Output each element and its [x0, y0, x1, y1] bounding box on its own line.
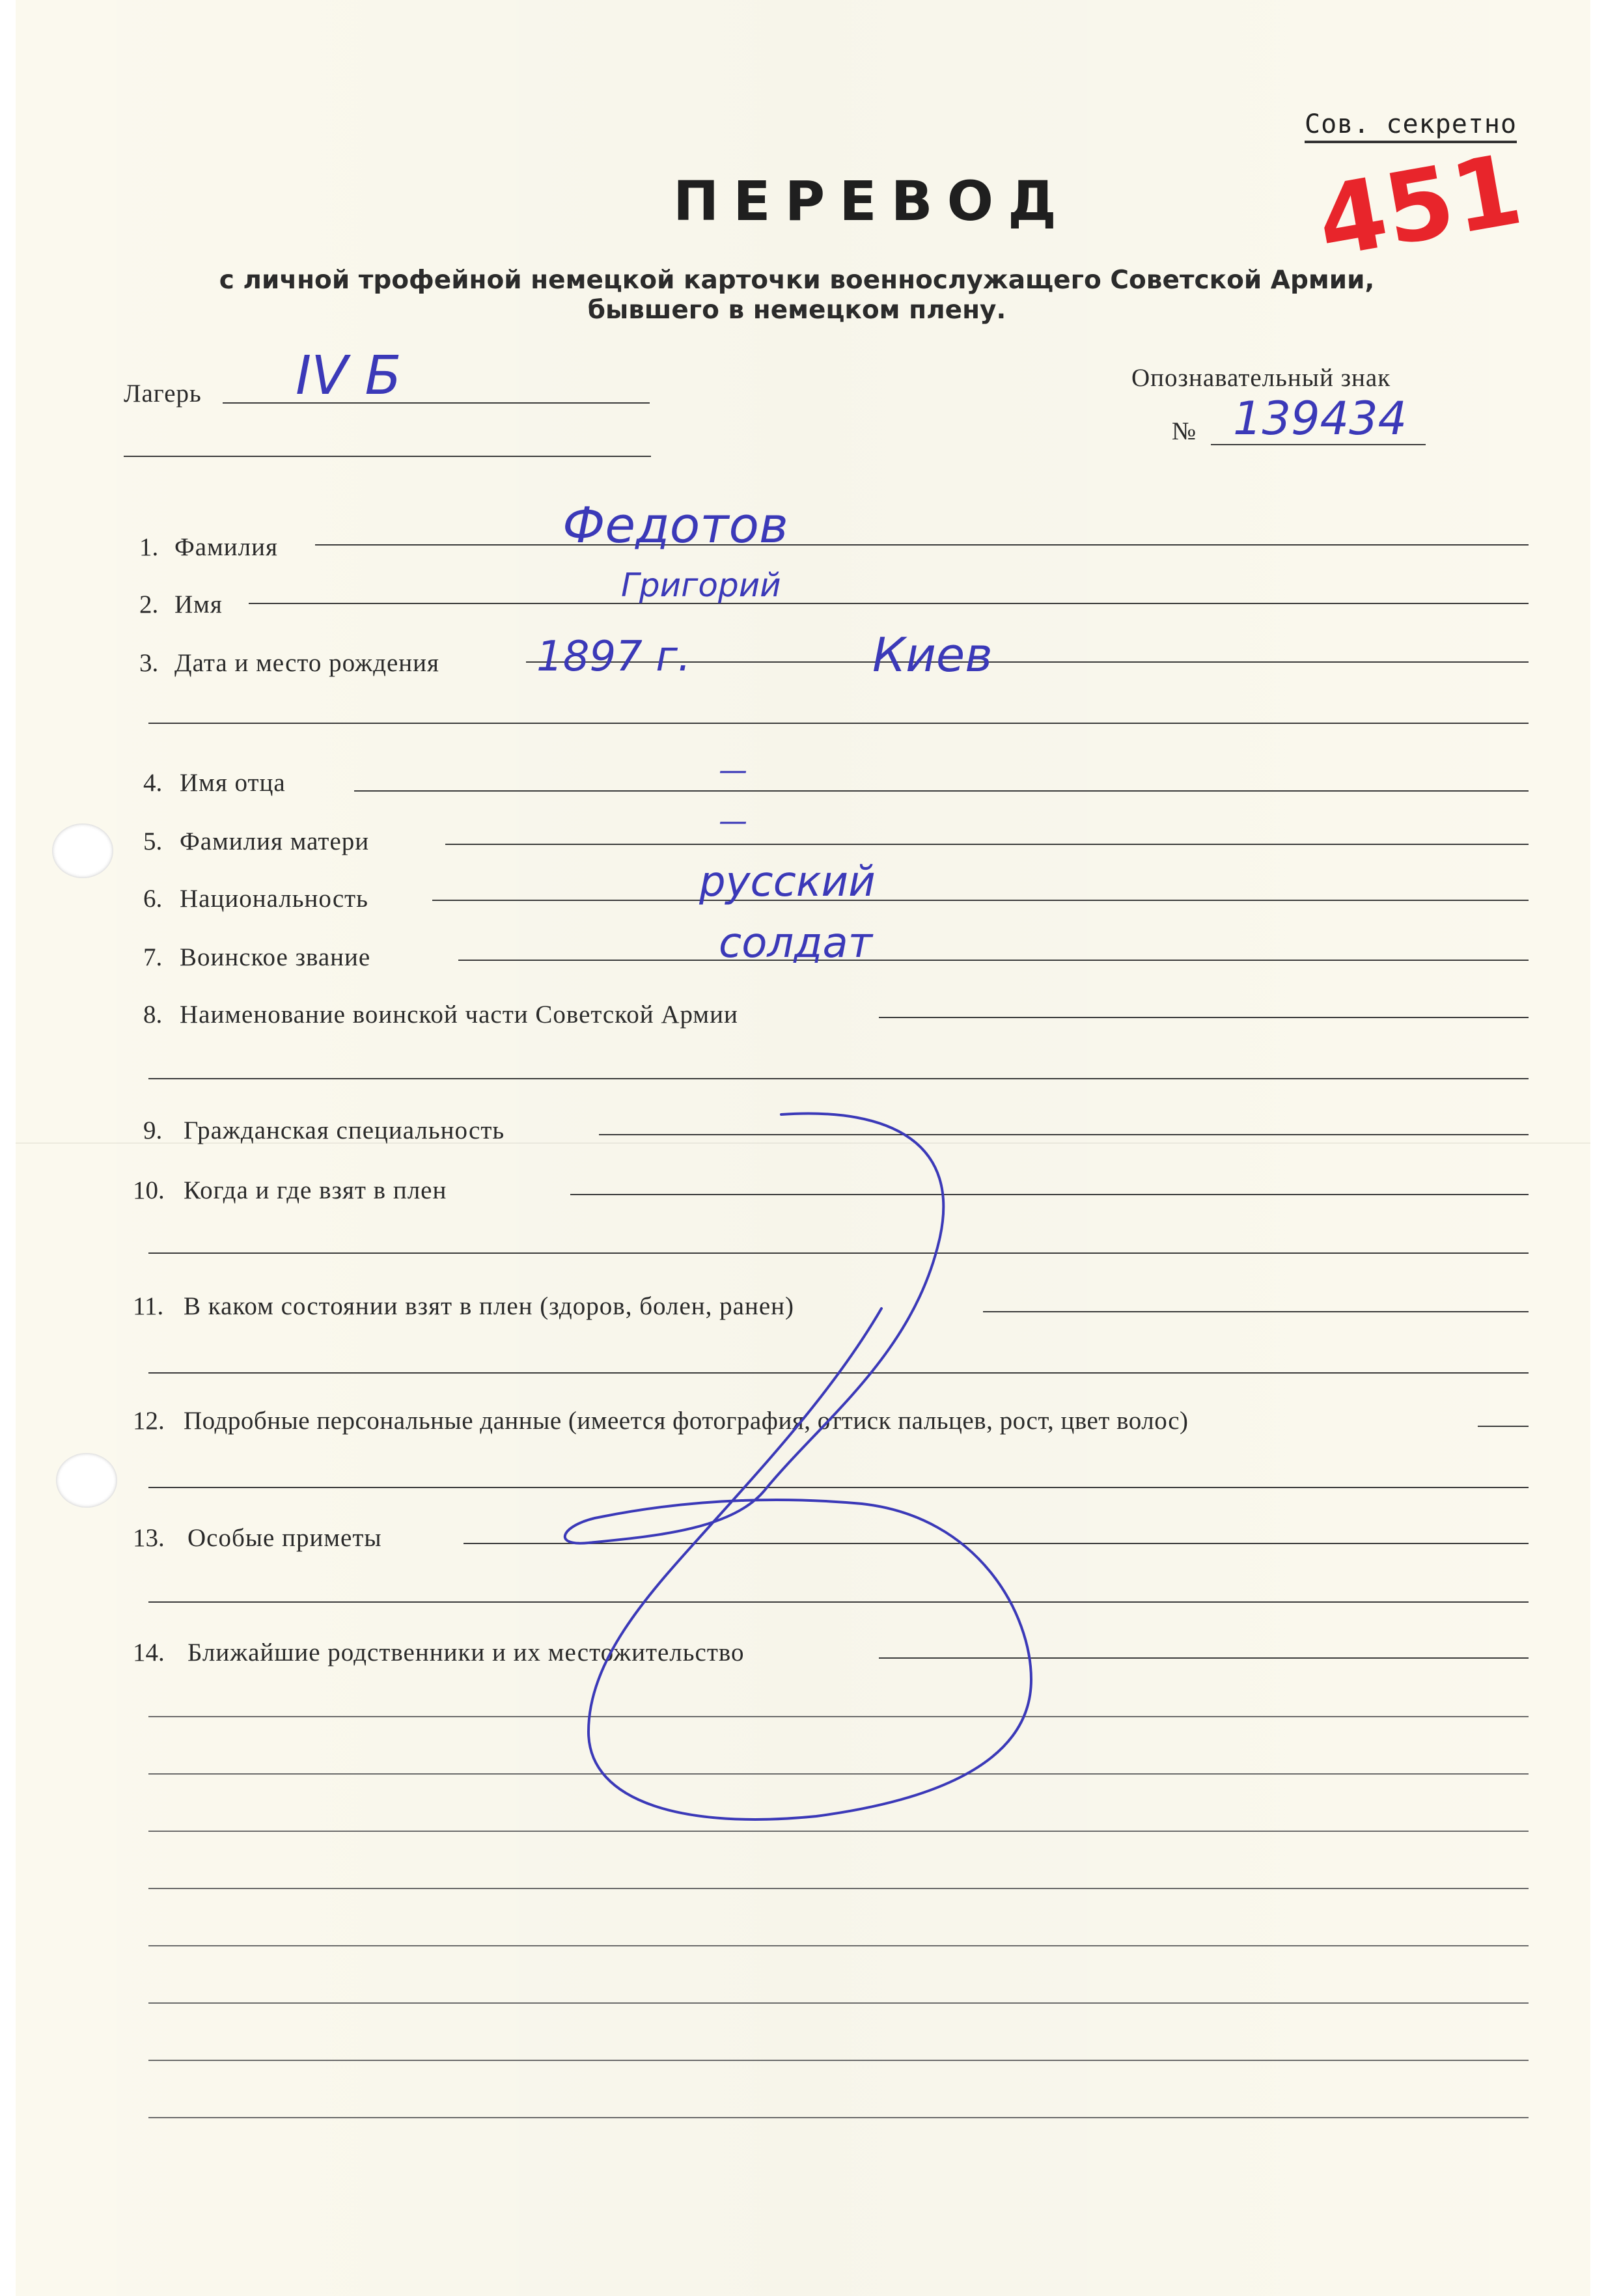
- subtitle-line-1: с личной трофейной немецкой карточки военнослужащего Советской Армии,: [219, 266, 1375, 295]
- field-9-num: 9.: [143, 1116, 163, 1144]
- field-4-label: Имя отца: [180, 769, 286, 797]
- field-4-value: —: [719, 754, 747, 787]
- camp-label: Лагерь: [124, 380, 202, 408]
- field-13-label: Особые приметы: [187, 1524, 382, 1552]
- field-14-num: 14.: [133, 1639, 165, 1667]
- field-14-label: Ближайшие родственники и их местожительство: [187, 1639, 745, 1667]
- document-page: [16, 0, 1590, 2296]
- id-number-prefix: №: [1172, 417, 1197, 445]
- field-7-num: 7.: [143, 943, 163, 971]
- field-1-value: Федотов: [562, 496, 788, 554]
- field-1-num: 1.: [139, 533, 159, 561]
- field-3-num: 3.: [139, 649, 159, 677]
- field-6-value: русский: [699, 858, 876, 906]
- field-3-value: 1897 г.: [536, 633, 691, 681]
- field-4-num: 4.: [143, 769, 163, 797]
- page-title: ПЕРЕВОД: [673, 169, 1071, 233]
- field-11-label: В каком состоянии взят в плен (здоров, болен, ранен): [184, 1292, 795, 1320]
- field-10-label: Когда и где взят в плен: [184, 1176, 447, 1204]
- field-2-num: 2.: [139, 590, 159, 618]
- id-badge-label: Опознавательный знак: [1131, 364, 1391, 392]
- field-13-num: 13.: [133, 1524, 165, 1552]
- field-3-label: Дата и место рождения: [174, 649, 439, 677]
- field-6-num: 6.: [143, 885, 163, 913]
- field-5-num: 5.: [143, 827, 163, 855]
- subtitle-line-2: бывшего в немецком плену.: [587, 296, 1006, 325]
- field-8-label: Наименование воинской части Советской Армии: [180, 1001, 738, 1029]
- field-10-num: 10.: [133, 1176, 165, 1204]
- field-2-label: Имя: [174, 590, 223, 618]
- field-3-value-2: Киев: [872, 628, 993, 682]
- camp-value: IV Б: [296, 345, 402, 407]
- cancellation-strike-mark: [16, 0, 1590, 2296]
- field-7-value: солдат: [719, 919, 872, 967]
- classification-stamp: Сов. секретно: [1305, 109, 1517, 143]
- field-2-value: Григорий: [621, 566, 781, 604]
- field-12-label: Подробные персональные данные (имеется фотография, оттиск пальцев, рост, цвет волос): [184, 1407, 1189, 1435]
- id-number-value: 139434: [1233, 392, 1407, 445]
- field-8-num: 8.: [143, 1001, 163, 1029]
- field-1-label: Фамилия: [174, 533, 278, 561]
- red-annotation: 451: [1309, 133, 1530, 280]
- field-7-label: Воинское звание: [180, 943, 371, 971]
- field-9-label: Гражданская специальность: [184, 1116, 505, 1144]
- field-6-label: Национальность: [180, 885, 368, 913]
- field-11-num: 11.: [133, 1292, 164, 1320]
- field-12-num: 12.: [133, 1407, 165, 1435]
- field-5-label: Фамилия матери: [180, 827, 370, 855]
- field-5-value: —: [719, 805, 747, 838]
